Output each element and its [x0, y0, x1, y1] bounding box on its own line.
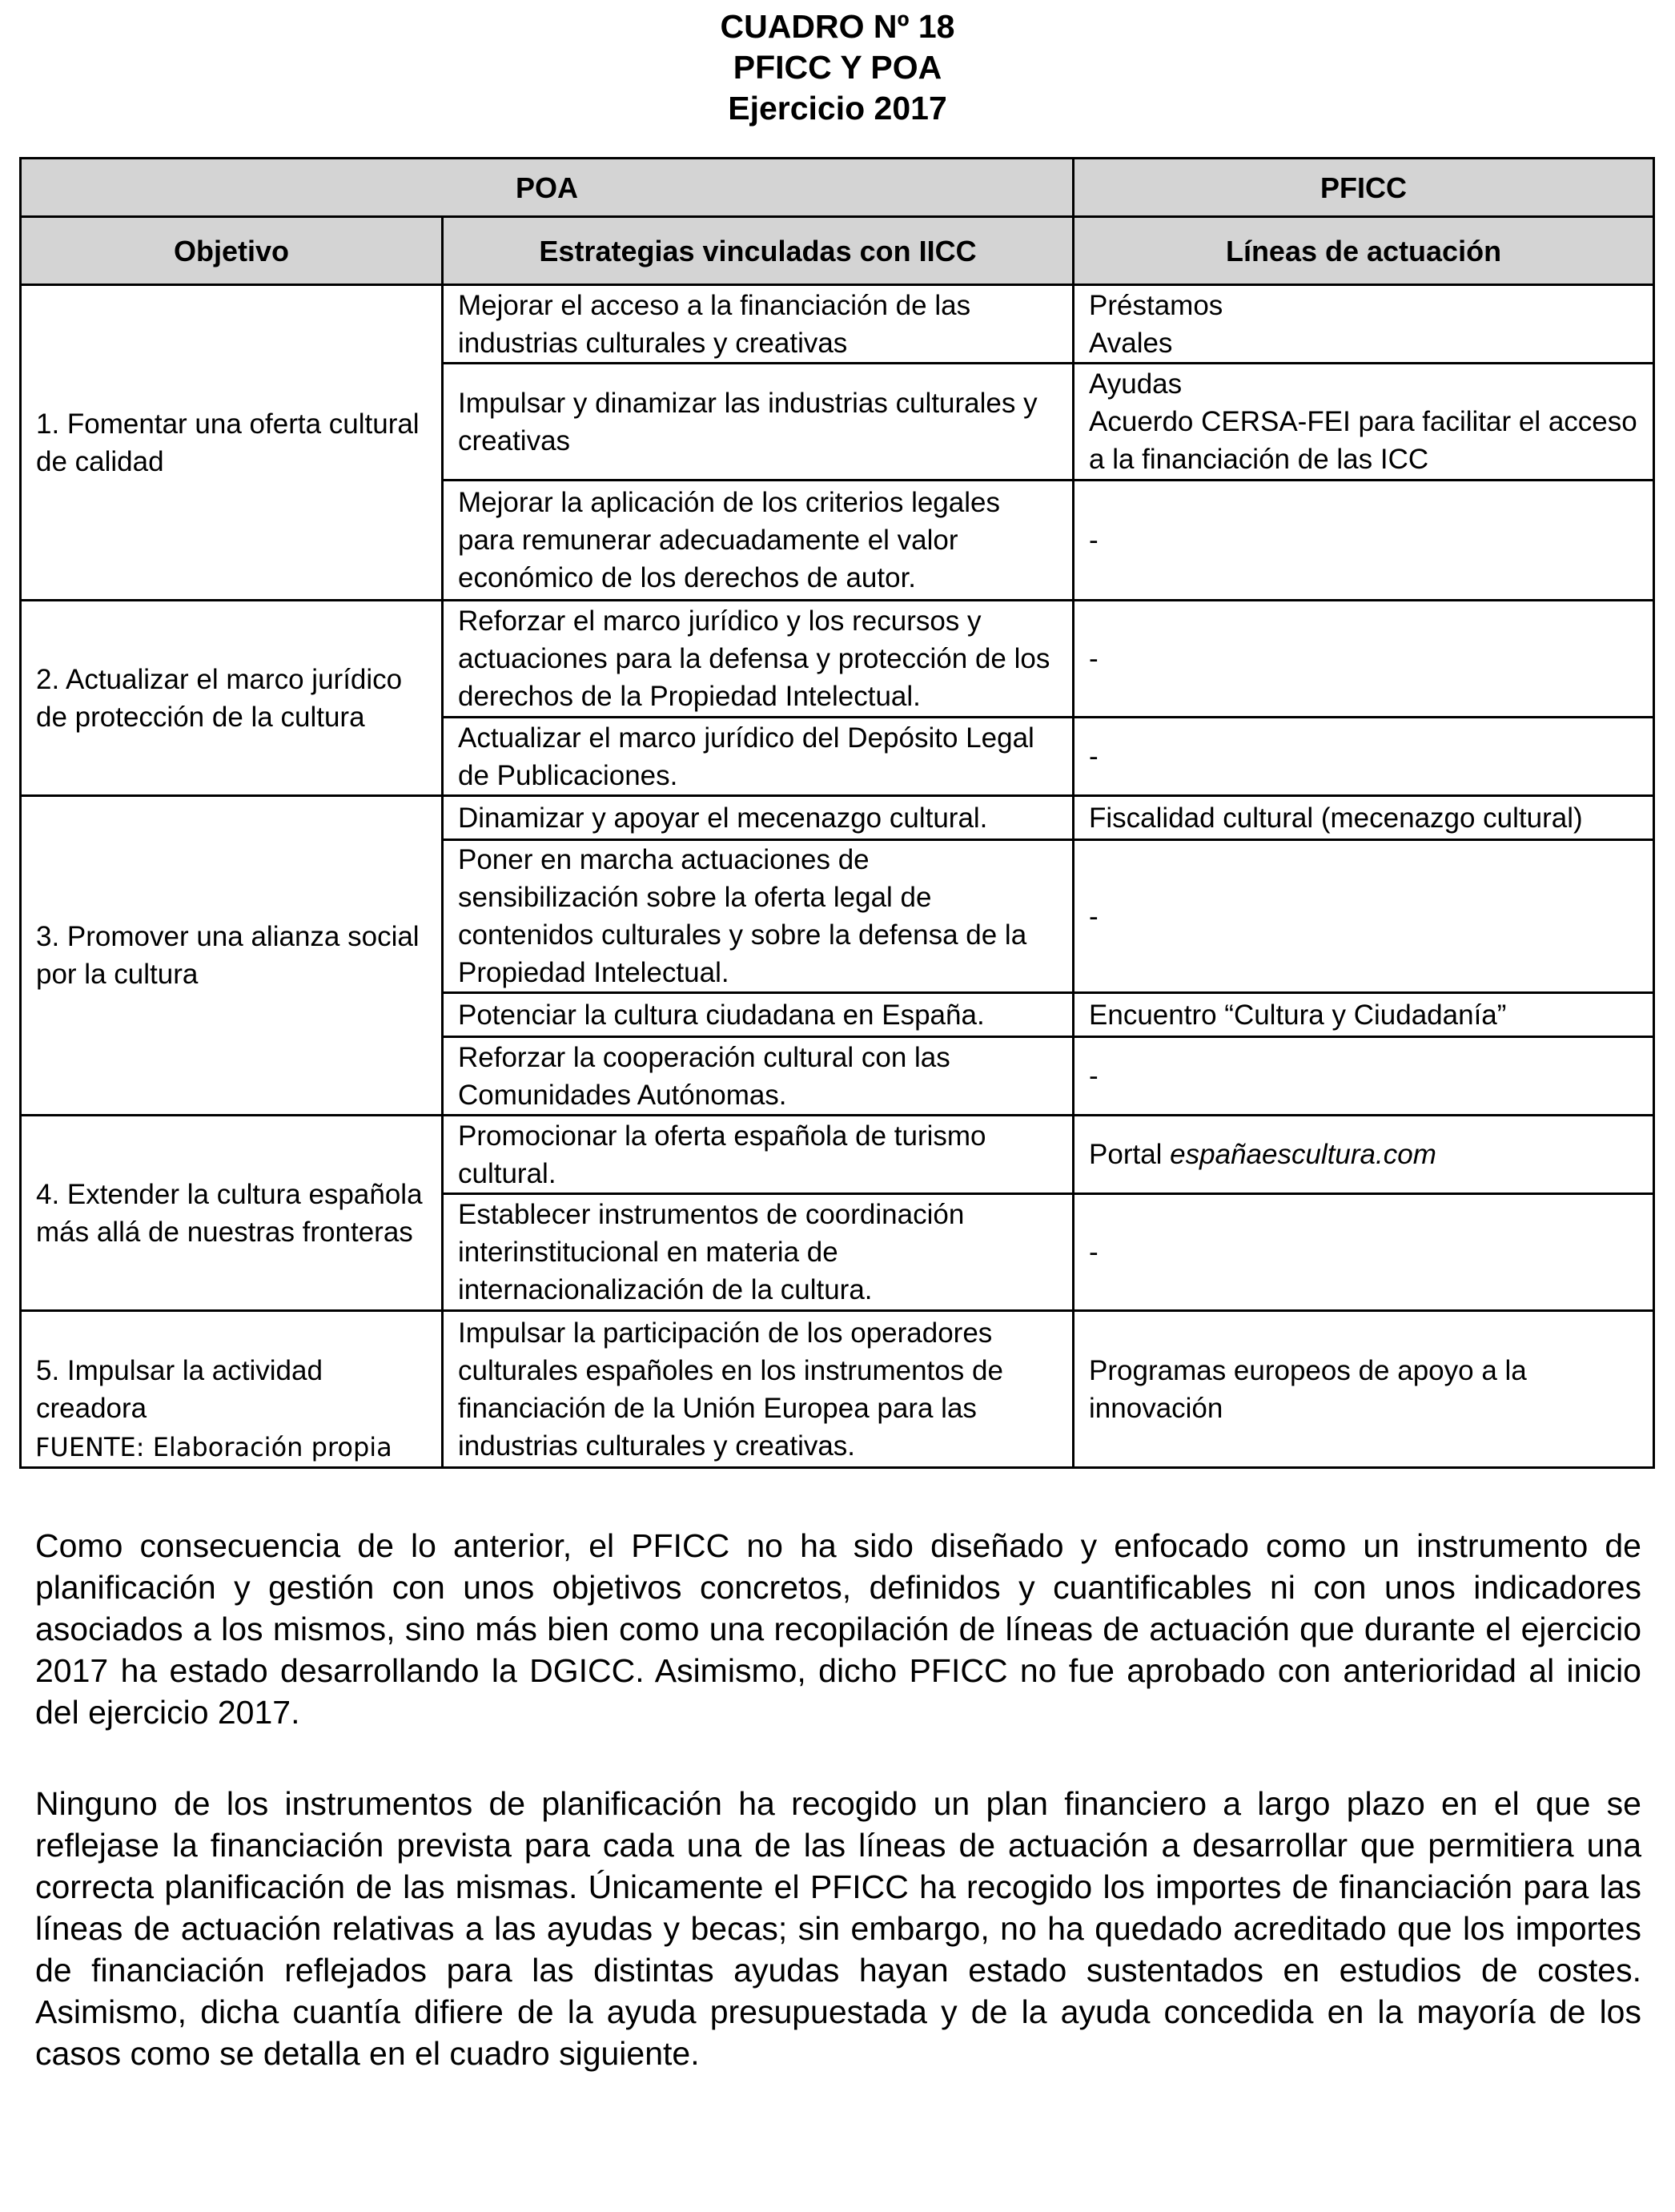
title-line-2: PFICC Y POA	[733, 49, 942, 86]
title-line-3: Ejercicio 2017	[728, 90, 947, 127]
line-cell: -	[1074, 481, 1654, 601]
line-cell: -	[1074, 1194, 1654, 1311]
strategy-cell: Reforzar el marco jurídico y los recursos y actuaciones para la defensa y protección de los derechos de la Propiedad Intelectual.	[443, 601, 1074, 718]
line-item: Ayudas	[1089, 368, 1183, 400]
column-header-row	[21, 217, 1654, 285]
strategy-cell: Establecer instrumentos de coordinación interinstitucional en materia de internacionalización de la cultura.	[443, 1194, 1074, 1311]
strategy-cell: Poner en marcha actuaciones de sensibilización sobre la oferta legal de contenidos culturales y sobre la defensa de la Propiedad Intelectual.	[443, 840, 1074, 993]
table-title	[0, 6, 1675, 129]
objective-cell: 4. Extender la cultura española más allá de nuestras fronteras	[21, 1116, 443, 1311]
body-paragraph: Como consecuencia de lo anterior, el PFICC no ha sido diseñado y enfocado como un instrumento de planificación y gestión con unos objetivos concretos, definidos y cuantificables ni con unos indicadores asociados a los mismos, sino más bien como una recopilación de líneas de actuación que durante el ejercicio 2017 ha estado desarrollando la DGICC. Asimismo, dicho PFICC no fue aprobado con anterioridad al inicio del ejercicio 2017.	[35, 1527, 1641, 1731]
line-cell: Programas europeos de apoyo a la innovación	[1074, 1311, 1654, 1468]
source-note: FUENTE: Elaboración propia	[35, 1432, 392, 1462]
body-paragraph: Ninguno de los instrumentos de planificación ha recogido un plan financiero a largo plazo en el que se reflejase la financiación prevista para cada una de las líneas de actuación a desarrollar que permitiera una correcta planificación de las mismas. Únicamente el PFICC ha recogido los importes de financiación para las líneas de actuación relativas a las ayudas y becas; sin embargo, no ha quedado acreditado que los importes de financiación reflejados para las distintas ayudas hayan estado sustentados en estudios de costes. Asimismo, dicha cuantía difiere de la ayuda presupuestada y de la ayuda concedida en la mayoría de los casos como se detalla en el cuadro siguiente.	[35, 1785, 1641, 2072]
line-prefix: Portal	[1089, 1139, 1171, 1170]
table-row	[21, 285, 1654, 364]
objective-cell: 1. Fomentar una oferta cultural de calidad	[21, 285, 443, 601]
strategy-cell: Potenciar la cultura ciudadana en España.	[443, 993, 1074, 1037]
table-row	[21, 601, 1654, 718]
header-estrategias: Estrategias vinculadas con IICC	[443, 217, 1074, 285]
strategy-cell: Actualizar el marco jurídico del Depósito Legal de Publicaciones.	[443, 718, 1074, 796]
objective-cell: 5. Impulsar la actividad creadora	[21, 1311, 443, 1468]
header-poa: POA	[21, 159, 1074, 217]
strategy-cell: Dinamizar y apoyar el mecenazgo cultural.	[443, 796, 1074, 840]
line-cell: -	[1074, 1037, 1654, 1116]
strategy-cell: Reforzar la cooperación cultural con las Comunidades Autónomas.	[443, 1037, 1074, 1116]
line-cell	[1074, 364, 1654, 481]
line-item: Avales	[1089, 327, 1173, 359]
line-cell: -	[1074, 718, 1654, 796]
pficc-poa-table	[19, 157, 1655, 1469]
line-cell: -	[1074, 840, 1654, 993]
strategy-cell: Impulsar la participación de los operadores culturales españoles en los instrumentos de financiación de la Unión Europea para las industrias culturales y creativas.	[443, 1311, 1074, 1468]
strategy-cell: Mejorar el acceso a la financiación de las industrias culturales y creativas	[443, 285, 1074, 364]
table-row	[21, 796, 1654, 840]
header-lineas: Líneas de actuación	[1074, 217, 1654, 285]
line-cell: Encuentro “Cultura y Ciudadanía”	[1074, 993, 1654, 1037]
table-row	[21, 1116, 1654, 1194]
line-cell	[1074, 1116, 1654, 1194]
line-item: Préstamos	[1089, 289, 1223, 321]
line-cell	[1074, 285, 1654, 364]
strategy-cell: Mejorar la aplicación de los criterios legales para remunerar adecuadamente el valor económico de los derechos de autor.	[443, 481, 1074, 601]
title-line-1: CUADRO Nº 18	[720, 8, 955, 45]
line-cell: -	[1074, 601, 1654, 718]
strategy-cell: Impulsar y dinamizar las industrias culturales y creativas	[443, 364, 1074, 481]
group-header-row	[21, 159, 1654, 217]
objective-cell: 2. Actualizar el marco jurídico de protección de la cultura	[21, 601, 443, 796]
strategy-cell: Promocionar la oferta española de turismo cultural.	[443, 1116, 1074, 1194]
objective-cell: 3. Promover una alianza social por la cultura	[21, 796, 443, 1116]
header-objetivo: Objetivo	[21, 217, 443, 285]
line-item: Acuerdo CERSA-FEI para facilitar el acceso a la financiación de las ICC	[1089, 406, 1637, 475]
portal-name: españaescultura.com	[1170, 1139, 1436, 1170]
header-pficc: PFICC	[1074, 159, 1654, 217]
line-cell: Fiscalidad cultural (mecenazgo cultural)	[1074, 796, 1654, 840]
